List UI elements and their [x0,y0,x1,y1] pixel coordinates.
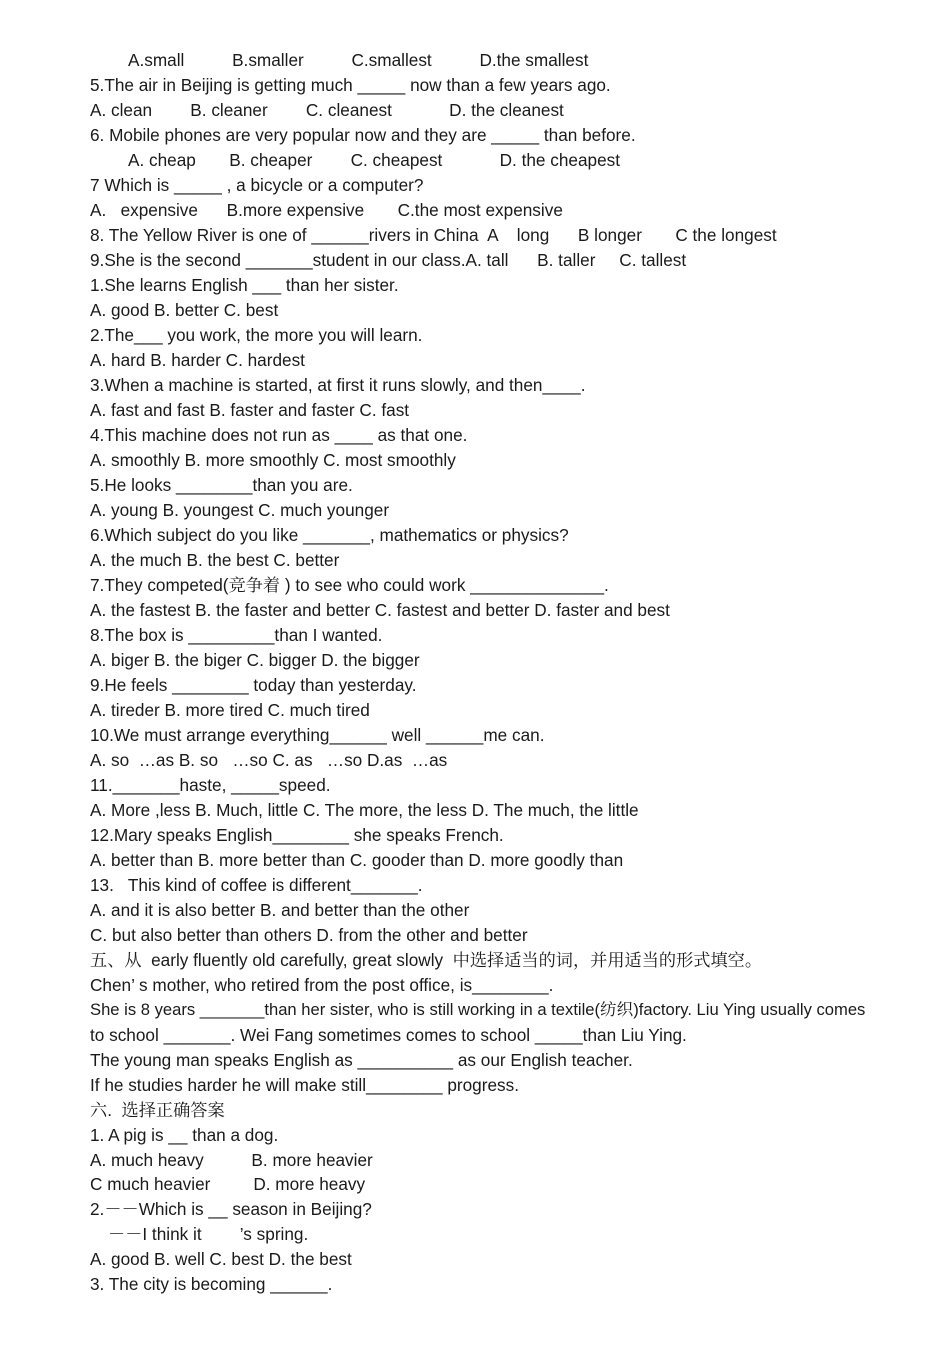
text-line: 10.We must arrange everything______ well ______me can. [90,725,545,745]
text-line: 5.The air in Beijing is getting much _____ now than a few years ago. [90,75,611,95]
text-line: A. better than B. more better than C. gooder than D. more goodly than [90,850,624,870]
text-line: A. expensive B.more expensive C.the most expensive [90,200,563,220]
text-line: A. smoothly B. more smoothly C. most smoothly [90,450,456,470]
text-line: A.small B.smaller C.smallest D.the smallest [128,50,589,70]
text-line: A. More ,less B. Much, little C. The more, the less D. The much, the little [90,800,639,820]
text-line: A. cheap B. cheaper C. cheapest D. the cheapest [128,150,621,170]
text-line: 12.Mary speaks English________ she speaks French. [90,825,504,845]
text-line: 3.When a machine is started, at first it runs slowly, and then____. [90,375,586,395]
text-line: 8.The box is _________than I wanted. [90,625,383,645]
text-line: A. much heavy B. more heavier [90,1150,373,1170]
text-line: 13. This kind of coffee is different_______. [90,875,423,895]
text-line: A. fast and fast B. faster and faster C. fast [90,400,410,420]
text-line: 7 Which is _____ , a bicycle or a computer? [90,175,424,195]
text-line: 8. The Yellow River is one of ______rivers in China A long B longer C the longest [90,225,777,245]
text-line: 9.He feels ________ today than yesterday. [90,675,417,695]
text-line: 9.She is the second _______student in our class.A. tall B. taller C. tallest [90,250,687,270]
text-line: If he studies harder he will make still________ progress. [90,1075,519,1095]
text-line: A. biger B. the biger C. bigger D. the bigger [90,650,420,670]
text-line: 11._______haste, _____speed. [90,775,331,795]
text-line: A. hard B. harder C. hardest [90,350,305,370]
text-line: A. young B. youngest C. much younger [90,500,390,520]
text-line: A. good B. well C. best D. the best [90,1249,352,1269]
text-line: 2.The___ you work, the more you will learn. [90,325,423,345]
text-line: A. the much B. the best C. better [90,550,340,570]
text-line: A. good B. better C. best [90,300,279,320]
text-line: Chen’ s mother, who retired from the post office, is________. [90,975,554,995]
text-line: A. tireder B. more tired C. much tired [90,700,370,720]
text-line: 4.This machine does not run as ____ as that one. [90,425,468,445]
text-line: 6.Which subject do you like _______, mathematics or physics? [90,525,569,545]
section-heading: 五、从 early fluently old carefully, great slowly 中选择适当的词，并用适当的形式填空。 [90,950,763,970]
text-line: A. and it is also better B. and better than the other [90,900,470,920]
section-heading: 六. 选择正确答案 [90,1100,225,1120]
text-line: C. but also better than others D. from the other and better [90,925,528,945]
text-line: The young man speaks English as __________ as our English teacher. [90,1050,633,1070]
text-line: －－I think it ’s spring. [108,1224,309,1244]
text-line: A. so …as B. so …so C. as …so D.as …as [90,750,448,770]
text-line: C much heavier D. more heavy [90,1174,366,1194]
text-line: 1.She learns English ___ than her sister. [90,275,399,295]
text-line: 1. A pig is __ than a dog. [90,1125,279,1145]
text-line: A. the fastest B. the faster and better C. fastest and better D. faster and best [90,600,670,620]
text-line: to school _______. Wei Fang sometimes comes to school _____than Liu Ying. [90,1025,687,1045]
text-line: 6. Mobile phones are very popular now and they are _____ than before. [90,125,636,145]
text-line: 2.－－Which is __ season in Beijing? [90,1199,372,1219]
text-line: She is 8 years _______than her sister, who is still working in a textile(纺织)factory. Liu Ying usually comes [90,1000,866,1019]
text-line: 5.He looks ________than you are. [90,475,353,495]
text-line: A. clean B. cleaner C. cleanest D. the cleanest [90,100,564,120]
text-line: 3. The city is becoming ______. [90,1274,333,1294]
text-line: 7.They competed(竞争着 ) to see who could work ______________. [90,575,609,595]
